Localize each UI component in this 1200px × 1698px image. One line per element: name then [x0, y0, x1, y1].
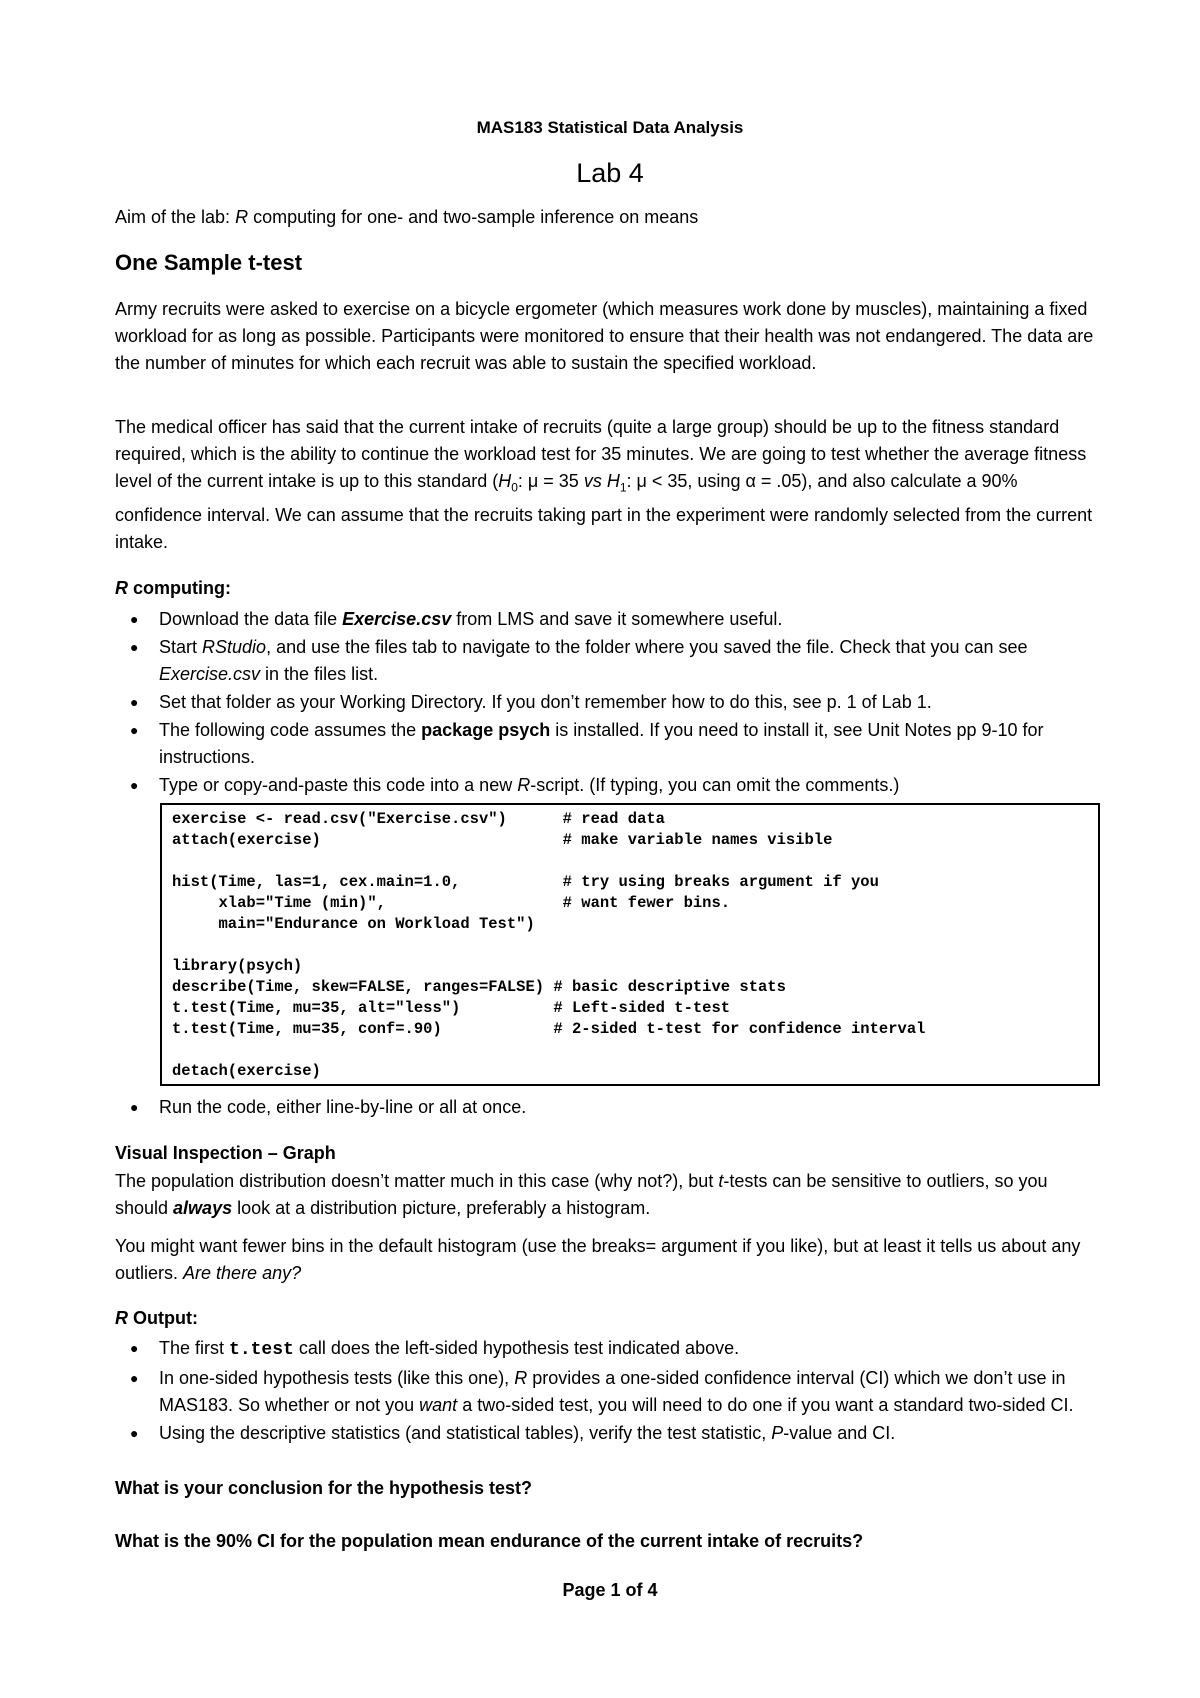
bullet-icon: ● [130, 1340, 139, 1356]
r-output-heading: R Output: [115, 1308, 198, 1328]
list-item: ● The following code assumes the package psych is installed. If you need to install it, see Unit Notes pp 9-10 for instructions. [115, 717, 1105, 771]
bullet-icon: ● [130, 777, 139, 793]
section-heading-one-sample: One Sample t-test [115, 250, 303, 275]
code-line [172, 851, 1098, 872]
code-line: attach(exercise) # make variable names visible [172, 831, 833, 849]
bullet-icon: ● [130, 639, 139, 655]
code-line [172, 1040, 1098, 1061]
code-line [172, 935, 1098, 956]
code-line: detach(exercise) [172, 1062, 321, 1080]
r-computing-heading: R computing: [115, 578, 231, 598]
code-line: describe(Time, skew=FALSE, ranges=FALSE) # basic descriptive stats [172, 978, 786, 996]
r-output-list [115, 1335, 1105, 1448]
list-item: ● Set that folder as your Working Directory. If you don’t remember how to do this, see p. 1 of Lab 1. [115, 689, 1105, 716]
paragraph-hypothesis: The medical officer has said that the current intake of recruits (quite a large group) should be up to the fitness standard required, which is the ability to continue the workload test for 35 minutes. We are going to test whether the average fitness level of the current intake is up to this standard ($H_0$: μ = 35 vs $H_1$: μ < 35, using α = .05), and also calculate a 90% confidence interval. We can assume that the recruits taking part in the experiment were randomly selected from the current intake. [115, 417, 1093, 552]
list-item: ● Start RStudio, and use the files tab to navigate to the folder where you saved the file. Check that you can see Exercise.csv in the files list. [115, 634, 1105, 688]
page-number: Page 1 of 4 [562, 1580, 658, 1600]
lab-aim: Aim of the lab: R computing for one- and two-sample inference on means [115, 207, 699, 227]
bullet-icon: ● [130, 611, 139, 627]
bullet-icon: ● [130, 1099, 139, 1115]
paragraph-outliers: The population distribution doesn’t matter much in this case (why not?), but t-tests can be sensitive to outliers, so you should always look at a distribution picture, preferably a histogram. [115, 1171, 1048, 1218]
list-item: ● The first t.test call does the left-sided hypothesis test indicated above. [115, 1335, 1105, 1364]
r-code-block[interactable] [160, 803, 1100, 1086]
list-item: ● In one-sided hypothesis tests (like this one), R provides a one-sided confidence interval (CI) which we don’t use in MAS183. So whether or not you want a two-sided test, you will need to do one if you want a standard two-sided CI. [115, 1365, 1105, 1419]
list-item: ● Type or copy-and-paste this code into a new R-script. (If typing, you can omit the comments.) [115, 772, 1105, 799]
lab-title: Lab 4 [576, 158, 644, 188]
visual-inspection-heading: Visual Inspection – Graph [115, 1143, 336, 1163]
r-computing-steps [115, 606, 1105, 800]
bullet-icon: ● [130, 1425, 139, 1441]
bullet-icon: ● [130, 694, 139, 710]
course-title: MAS183 Statistical Data Analysis [476, 118, 744, 137]
code-line: t.test(Time, mu=35, alt="less") # Left-sided t-test [172, 999, 731, 1017]
code-line: hist(Time, las=1, cex.main=1.0, # try using breaks argument if you [172, 873, 879, 891]
run-step [115, 1094, 1105, 1122]
paragraph-bins: You might want fewer bins in the default histogram (use the breaks= argument if you like), but at least it tells us about any outliers. Are there any? [115, 1236, 1081, 1283]
list-item: ● Download the data file Exercise.csv from LMS and save it somewhere useful. [115, 606, 1105, 633]
code-line: t.test(Time, mu=35, conf=.90) # 2-sided t-test for confidence interval [172, 1020, 926, 1038]
question-conclusion: What is your conclusion for the hypothesis test? [115, 1478, 533, 1498]
list-item: ● Run the code, either line-by-line or all at once. [115, 1094, 1105, 1121]
bullet-icon: ● [130, 722, 139, 738]
paragraph-recruits: Army recruits were asked to exercise on a bicycle ergometer (which measures work done by muscles), maintaining a fixed workload for as long as possible. Participants were monitored to ensure that their health was not endangered. The data are the number of minutes for which each recruit was able to sustain the specified workload. [115, 299, 1094, 373]
question-confidence-interval: What is the 90% CI for the population mean endurance of the current intake of recruits? [115, 1531, 864, 1551]
code-line: exercise <- read.csv("Exercise.csv") # read data [172, 810, 665, 828]
code-line: xlab="Time (min)", # want fewer bins. [172, 894, 731, 912]
code-line: library(psych) [172, 957, 303, 975]
code-line: main="Endurance on Workload Test") [172, 915, 535, 933]
list-item: ● Using the descriptive statistics (and statistical tables), verify the test statistic, P-value and CI. [115, 1420, 1105, 1447]
bullet-icon: ● [130, 1370, 139, 1386]
